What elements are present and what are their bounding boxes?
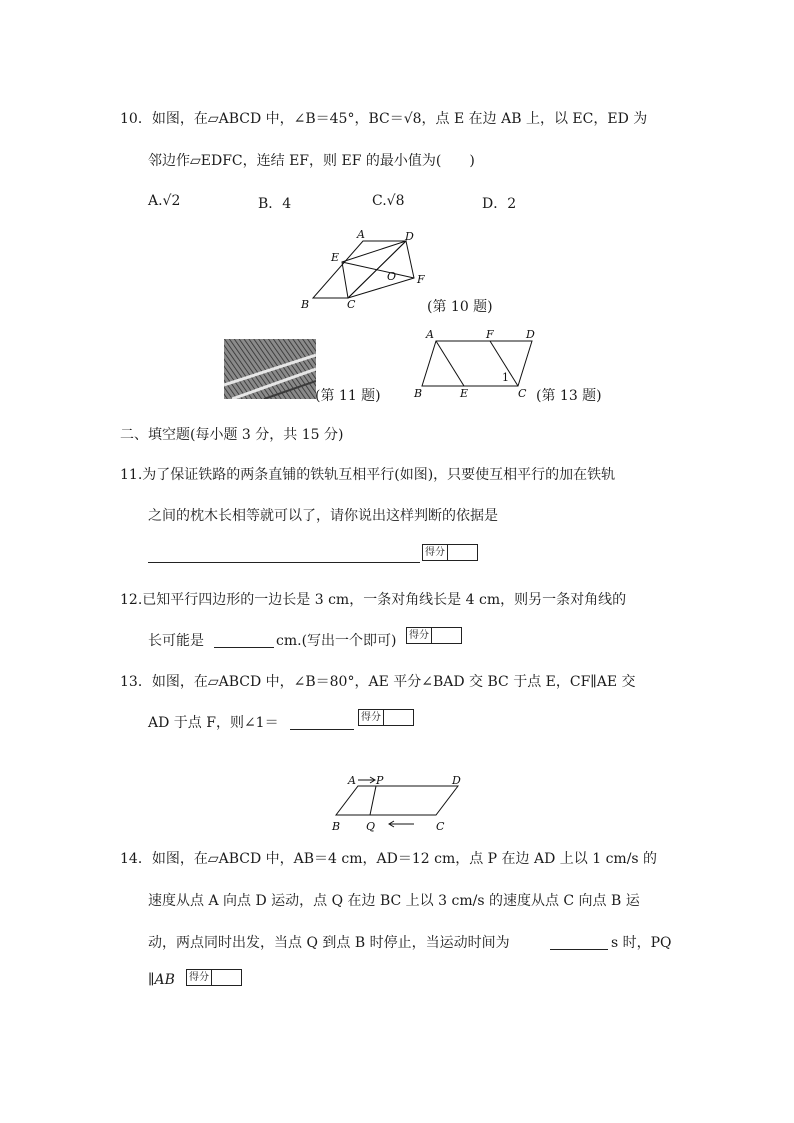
fig13-label-1: 1 [502, 371, 509, 384]
q10-option-a: A.√2 [148, 193, 181, 209]
fig14-segment-pq [370, 786, 376, 815]
score-label: 得分 [423, 545, 448, 560]
score-label: 得分 [187, 970, 212, 985]
q10-option-c: C.√8 [372, 193, 405, 209]
q11-line2: 之间的枕木长相等就可以了，请你说出这样判断的依据是 [148, 508, 498, 524]
q14-line3-prefix: 动，两点同时出发，当点 Q 到点 B 时停止，当运动时间为 [148, 935, 510, 951]
q10-option-d: D．2 [482, 196, 517, 212]
figure-11-railway-photo [224, 339, 316, 399]
fig13-label-e: E [460, 387, 469, 400]
fig10-segment-ef [342, 262, 414, 278]
q14-score-box[interactable] [186, 969, 242, 986]
q14-line2: 速度从点 A 向点 D 运动，点 Q 在边 BC 上以 3 cm/s 的速度从点 C 向点 B 运 [148, 893, 640, 909]
q12-line1: 12.已知平行四边形的一边长是 3 cm，一条对角线长是 4 cm，则另一条对角线的 [120, 592, 627, 608]
fig10-label-d: D [405, 230, 414, 243]
figure-11-caption: (第 11 题) [315, 388, 381, 404]
fig13-parallelogram-abcd [422, 341, 532, 386]
q10-option-b: B．4 [258, 196, 292, 212]
q14-line4: ∥AB [148, 972, 175, 988]
q13-score-box[interactable] [358, 709, 414, 726]
fig13-segment-ae [436, 341, 464, 386]
q11-line1: 11.为了保证铁路的两条直铺的铁轨互相平行(如图)，只要使互相平行的加在铁轨 [120, 467, 616, 483]
q12-line2-prefix: 长可能是 [148, 633, 204, 649]
fig14-label-b: B [332, 820, 341, 833]
figure-10-caption: (第 10 题) [427, 299, 493, 315]
q11-answer-blank[interactable] [148, 545, 420, 563]
q14-line1: 14．如图，在▱ABCD 中，AB＝4 cm，AD＝12 cm，点 P 在边 AD 上以 1 cm/s 的 [120, 851, 658, 867]
fig14-parallelogram-abcd [336, 786, 458, 815]
fig14-label-d: D [452, 774, 461, 787]
fig14-label-c: C [436, 820, 445, 833]
fig13-label-b: B [414, 387, 423, 400]
q10-line2: 邻边作▱EDFC，连结 EF，则 EF 的最小值为( ) [148, 153, 475, 169]
fig14-label-a: A [348, 774, 356, 787]
fig14-label-p: P [376, 774, 384, 787]
figure-10-diagram [295, 226, 435, 312]
figure-13-diagram [410, 326, 542, 400]
q12-line2-suffix: cm.(写出一个即可) [276, 633, 397, 649]
score-label: 得分 [359, 710, 384, 725]
q12-score-box[interactable] [406, 627, 462, 644]
q14-answer-blank[interactable] [550, 932, 608, 950]
figure-13-caption: (第 13 题) [536, 388, 602, 404]
q14-line3-suffix: s 时，PQ [611, 935, 672, 951]
q13-line2: AD 于点 F，则∠1＝ [148, 715, 279, 731]
fig10-label-e: E [331, 251, 340, 264]
fig13-label-a: A [426, 328, 434, 341]
q13-line1: 13．如图，在▱ABCD 中，∠B＝80°，AE 平分∠BAD 交 BC 于点 E，CF∥AE 交 [120, 674, 636, 690]
q10-line1: 10．如图，在▱ABCD 中，∠B＝45°，BC＝√8，点 E 在边 AB 上，以 EC，ED 为 [120, 111, 648, 127]
fig10-label-b: B [301, 298, 310, 311]
fig10-label-f: F [417, 273, 425, 286]
figure-14-diagram [328, 772, 468, 834]
fig10-label-c: C [347, 298, 356, 311]
q13-answer-blank[interactable] [290, 712, 354, 730]
fig13-label-d: D [526, 328, 535, 341]
score-label: 得分 [407, 628, 432, 643]
fig13-label-f: F [486, 328, 494, 341]
fig14-label-q: Q [366, 820, 376, 833]
q11-score-box[interactable] [422, 544, 478, 561]
section-2-title: 二、填空题(每小题 3 分，共 15 分) [120, 427, 344, 443]
fig10-label-a: A [357, 228, 365, 241]
fig13-label-c: C [518, 387, 527, 400]
q12-answer-blank[interactable] [214, 630, 274, 648]
fig10-label-o: O [387, 270, 397, 283]
